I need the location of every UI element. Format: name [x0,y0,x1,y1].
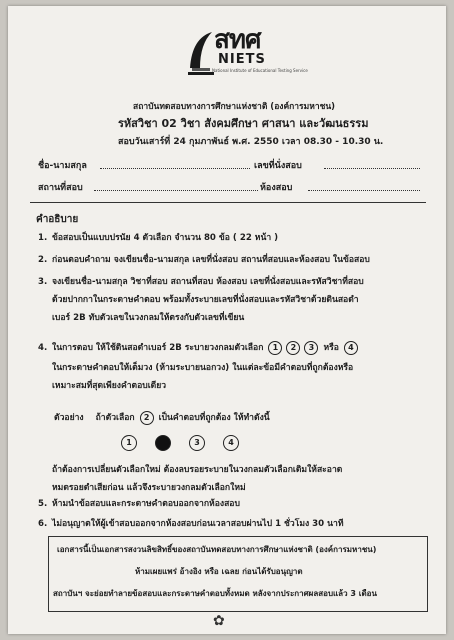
subject-title: รหัสวิชา 02 วิชา สังคมศึกษา ศาสนา และวัฒนธรรม [118,117,369,130]
copyright-line: ห้ามเผยแพร่ อ้างอิง หรือ เฉลย ก่อนได้รับอนุญาต [135,567,303,576]
item-text-part: ในการตอบ ให้ใช้ดินสอดำเบอร์ 2B ระบายวงกลมตัวเลือก [52,343,264,353]
answer-bubble: 4 [223,435,239,451]
choice-circle: 3 [304,341,318,355]
copyright-notice-box [48,536,428,612]
choice-circle: 4 [344,341,358,355]
item-number: 4. [38,343,48,353]
institute-name: สถาบันทดสอบทางการศึกษาแห่งชาติ (องค์การมหาชน) [133,102,336,112]
example-text: ถ้าตัวเลือก [95,413,135,423]
choice-circle: 2 [286,341,300,355]
exam-date: สอบวันเสาร์ที่ 24 กุมภาพันธ์ พ.ศ. 2550 เวลา 08.30 - 10.30 น. [118,137,384,147]
seat-number-field[interactable] [324,158,420,169]
item-text: เหมาะสมที่สุดเพียงคำตอบเดียว [52,381,167,391]
logo-abbreviation: NIETS [218,52,266,67]
name-field-label: ชื่อ-นามสกุล [38,161,87,171]
item-number: 6. [38,519,48,529]
niets-logo [186,25,308,78]
example-text: เป็นคำตอบที่ถูกต้อง ให้ทำดังนี้ [158,413,270,423]
change-text: ถ้าต้องการเปลี่ยนตัวเลือกใหม่ ต้องลบรอยระบายในวงกลมตัวเลือกเดิมให้สะอาด [52,465,343,475]
item-number: 3. [38,277,48,287]
exam-cover-page [8,6,446,634]
item-text: ด้วยปากกาในกระดาษคำตอบ พร้อมทั้งระบายเลขที่นั่งสอบและรหัสวิชาด้วยดินสอดำ [52,295,359,305]
item-number: 5. [38,499,48,509]
answer-bubble: 1 [121,435,137,451]
choice-circle: 1 [268,341,282,355]
divider [30,202,426,203]
example-label: ตัวอย่าง [54,413,84,423]
flower-ornament-icon: ✿ [213,613,225,629]
item-text: เบอร์ 2B ทับตัวเลขในวงกลมให้ตรงกับตัวเลขที่เขียน [52,313,245,323]
answer-bubble-filled [155,435,171,451]
item-text: ไม่อนุญาตให้ผู้เข้าสอบออกจากห้องสอบก่อนเวลาสอบผ่านไป 1 ชั่วโมง 30 นาที [52,519,344,529]
logo-full-name: National Institute of Educational Testing Service [212,68,308,73]
item-number: 1. [38,233,48,243]
venue-field-label: สถานที่สอบ [38,183,83,193]
example-line [54,410,270,425]
item-text: ห้ามนำข้อสอบและกระดาษคำตอบออกจากห้องสอบ [52,499,240,509]
item-text: จงเขียนชื่อ-นามสกุล วิชาที่สอบ สถานที่สอบ ห้องสอบ เลขที่นั่งสอบและรหัสวิชาที่สอบ [52,277,364,287]
copyright-line: สถาบันฯ จะย่อยทำลายข้อสอบและกระดาษคำตอบทั้งหมด หลังจากประกาศผลสอบแล้ว 3 เดือน [53,589,377,598]
answer-bubble: 3 [189,435,205,451]
name-field[interactable] [100,158,250,169]
example-choice-circle: 2 [140,411,154,425]
change-text: หมดรอยดำเสียก่อน แล้วจึงระบายวงกลมตัวเลือกใหม่ [52,483,246,493]
room-field-label: ห้องสอบ [260,183,293,193]
item-text: ข้อสอบเป็นแบบปรนัย 4 ตัวเลือก จำนวน 80 ข้อ ( 22 หน้า ) [52,233,279,243]
seat-field-label: เลขที่นั่งสอบ [254,161,302,171]
instructions-heading: คำอธิบาย [36,214,79,225]
item-text: ในกระดาษคำตอบให้เต็มวง (ห้ามระบายนอกวง) ในแต่ละข้อมีคำตอบที่ถูกต้องหรือ [52,363,354,373]
venue-field[interactable] [94,180,258,191]
or-word: หรือ [323,343,339,353]
item-text [52,340,360,356]
room-field[interactable] [308,180,420,191]
logo-brand-text: สทศ [214,25,261,55]
item-number: 2. [38,255,48,265]
item-text: ก่อนตอบคำถาม จงเขียนชื่อ-นามสกุล เลขที่นั่งสอบ สถานที่สอบและห้องสอบ ในข้อสอบ [52,255,370,265]
copyright-line: เอกสารนี้เป็นเอกสารสงวนลิขสิทธิ์ของสถาบันทดสอบทางการศึกษาแห่งชาติ (องค์การมหาชน) [57,545,377,554]
